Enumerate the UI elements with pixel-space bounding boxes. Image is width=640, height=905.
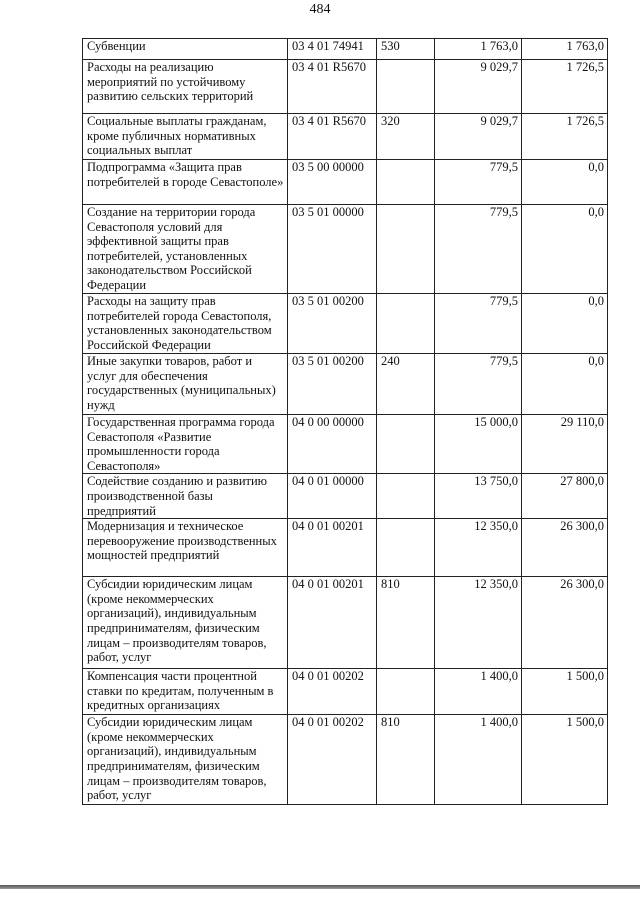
row-name: Модернизация и техническое перевооружение производственных мощностей предприятий <box>83 519 288 577</box>
row-code: 03 4 01 R5670 <box>288 60 377 114</box>
table-row <box>83 60 608 114</box>
table-row <box>83 415 608 474</box>
row-name: Компенсация части процентной ставки по кредитам, полученным в кредитных организациях <box>83 669 288 715</box>
row-sum-1: 13 750,0 <box>435 474 522 519</box>
table-row <box>83 474 608 519</box>
row-type: 810 <box>377 715 435 805</box>
row-code: 03 4 01 R5670 <box>288 114 377 160</box>
row-type <box>377 415 435 474</box>
row-sum-1: 12 350,0 <box>435 577 522 669</box>
row-sum-2: 26 300,0 <box>522 577 608 669</box>
row-sum-2: 27 800,0 <box>522 474 608 519</box>
page-number: 484 <box>309 2 331 17</box>
row-code: 03 5 01 00200 <box>288 354 377 415</box>
row-name: Расходы на защиту прав потребителей города Севастополя, установленных законодательством Российской Федерации <box>83 294 288 354</box>
row-sum-1: 779,5 <box>435 205 522 294</box>
row-sum-1: 1 400,0 <box>435 715 522 805</box>
row-sum-2: 1 726,5 <box>522 114 608 160</box>
row-sum-1: 779,5 <box>435 294 522 354</box>
row-type <box>377 205 435 294</box>
row-sum-1: 1 763,0 <box>435 39 522 60</box>
row-sum-2: 29 110,0 <box>522 415 608 474</box>
table-row <box>83 669 608 715</box>
table-row <box>83 577 608 669</box>
table-row <box>83 39 608 60</box>
row-name: Субвенции <box>83 39 288 60</box>
table-row <box>83 205 608 294</box>
row-code: 04 0 01 00202 <box>288 669 377 715</box>
row-code: 03 5 00 00000 <box>288 160 377 205</box>
table-row <box>83 715 608 805</box>
row-code: 04 0 01 00000 <box>288 474 377 519</box>
row-sum-2: 1 500,0 <box>522 715 608 805</box>
row-sum-1: 9 029,7 <box>435 60 522 114</box>
row-sum-1: 9 029,7 <box>435 114 522 160</box>
row-code: 04 0 01 00201 <box>288 577 377 669</box>
row-code: 04 0 01 00201 <box>288 519 377 577</box>
table-row <box>83 160 608 205</box>
row-code: 03 5 01 00200 <box>288 294 377 354</box>
row-type <box>377 160 435 205</box>
row-name: Социальные выплаты гражданам, кроме публичных нормативных социальных выплат <box>83 114 288 160</box>
row-code: 04 0 00 00000 <box>288 415 377 474</box>
row-type: 320 <box>377 114 435 160</box>
row-sum-1: 779,5 <box>435 160 522 205</box>
row-type <box>377 669 435 715</box>
row-sum-2: 1 726,5 <box>522 60 608 114</box>
row-sum-1: 1 400,0 <box>435 669 522 715</box>
table-row <box>83 354 608 415</box>
row-type: 530 <box>377 39 435 60</box>
row-name: Субсидии юридическим лицам (кроме некоммерческих организаций), индивидуальным предпринимателям, физическим лицам – производителям товаров, работ, услуг <box>83 715 288 805</box>
row-code: 03 5 01 00000 <box>288 205 377 294</box>
row-sum-1: 12 350,0 <box>435 519 522 577</box>
row-type <box>377 294 435 354</box>
row-code: 04 0 01 00202 <box>288 715 377 805</box>
row-type <box>377 474 435 519</box>
row-name: Иные закупки товаров, работ и услуг для обеспечения государственных (муниципальных) нужд <box>83 354 288 415</box>
row-name: Содействие созданию и развитию производственной базы предприятий <box>83 474 288 519</box>
table-row <box>83 294 608 354</box>
row-type: 810 <box>377 577 435 669</box>
row-name: Расходы на реализацию мероприятий по устойчивому развитию сельских территорий <box>83 60 288 114</box>
row-type <box>377 519 435 577</box>
row-sum-2: 0,0 <box>522 354 608 415</box>
row-sum-1: 15 000,0 <box>435 415 522 474</box>
row-sum-2: 0,0 <box>522 294 608 354</box>
table-row <box>83 519 608 577</box>
scan-edge-line <box>0 885 640 889</box>
row-type: 240 <box>377 354 435 415</box>
row-name: Создание на территории города Севастополя условий для эффективной защиты прав потребителей, установленных законодательством Российской Федерации <box>83 205 288 294</box>
row-sum-2: 0,0 <box>522 160 608 205</box>
row-name: Государственная программа города Севастополя «Развитие промышленности города Севастополя» <box>83 415 288 474</box>
budget-table <box>82 38 608 805</box>
table-row <box>83 114 608 160</box>
row-sum-2: 1 763,0 <box>522 39 608 60</box>
row-type <box>377 60 435 114</box>
row-sum-2: 0,0 <box>522 205 608 294</box>
row-sum-2: 26 300,0 <box>522 519 608 577</box>
row-sum-2: 1 500,0 <box>522 669 608 715</box>
row-name: Субсидии юридическим лицам (кроме некоммерческих организаций), индивидуальным предпринимателям, физическим лицам – производителям товаров, работ, услуг <box>83 577 288 669</box>
row-sum-1: 779,5 <box>435 354 522 415</box>
row-name: Подпрограмма «Защита прав потребителей в городе Севастополе» <box>83 160 288 205</box>
row-code: 03 4 01 74941 <box>288 39 377 60</box>
